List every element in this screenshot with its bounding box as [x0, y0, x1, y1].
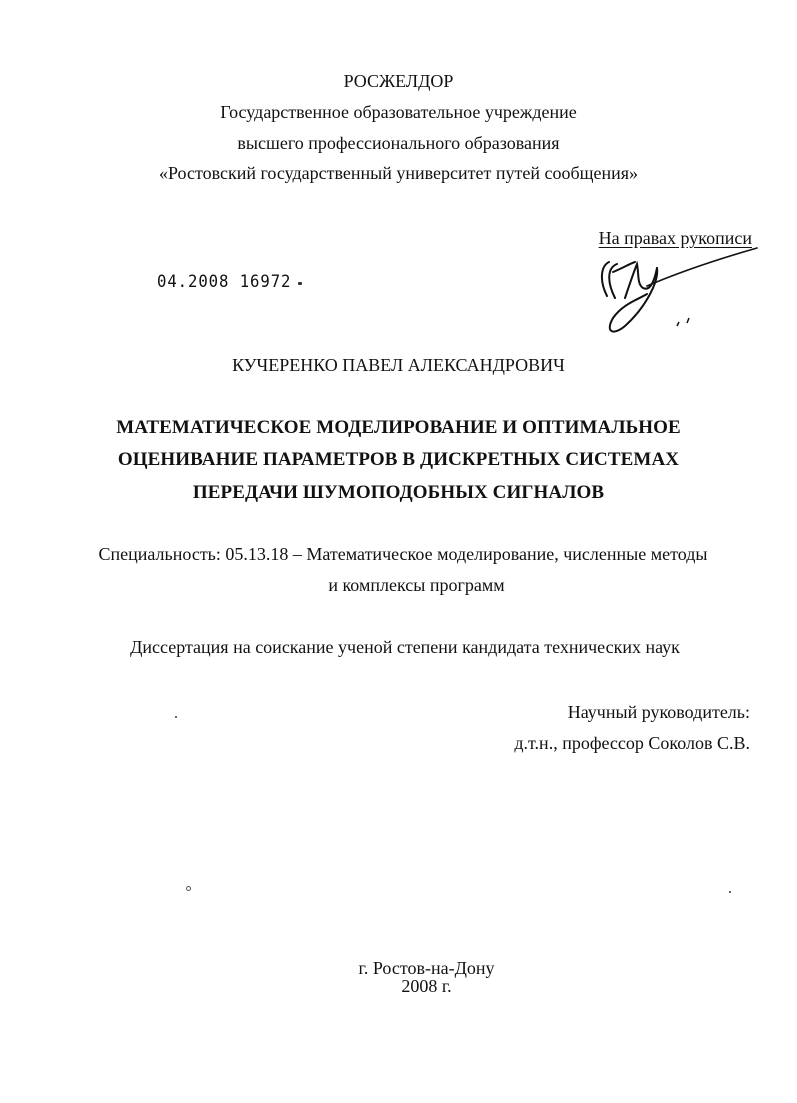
degree-statement: Диссертация на соискание ученой степени кандидата технических наук [130, 637, 680, 657]
org-name: РОСЖЕЛДОР [343, 71, 454, 91]
signature-image [585, 238, 760, 343]
title-line-1: МАТЕМАТИЧЕСКОЕ МОДЕЛИРОВАНИЕ И ОПТИМАЛЬНОЕ [116, 417, 681, 438]
advisor-name: д.т.н., профессор Соколов С.В. [514, 733, 750, 753]
stamp-number: 04.2008 16972 [157, 272, 292, 292]
manuscript-note: На правах рукописи [598, 228, 752, 248]
specialty-line-1: Специальность: 05.13.18 – Математическое моделирование, численные методы [98, 544, 708, 564]
author-name: КУЧЕРЕНКО ПАВЕЛ АЛЕКСАНДРОВИЧ [232, 355, 565, 375]
institution-line-3: «Ростовский государственный университет путей сообщения» [158, 163, 639, 183]
scan-speck [186, 886, 191, 891]
title-line-2: ОЦЕНИВАНИЕ ПАРАМЕТРОВ В ДИСКРЕТНЫХ СИСТЕМАХ [117, 449, 680, 470]
advisor-label: Научный руководитель: [567, 702, 750, 722]
scan-speck [729, 891, 731, 893]
footer-city: г. Ростов-на-Дону [358, 958, 495, 978]
title-line-3: ПЕРЕДАЧИ ШУМОПОДОБНЫХ СИГНАЛОВ [192, 482, 605, 503]
scan-speck [298, 282, 302, 285]
scan-speck [175, 716, 177, 718]
specialty-line-2: и комплексы программ [328, 575, 505, 595]
footer-year: 2008 г. [401, 976, 452, 996]
institution-line-2: высшего профессионального образования [237, 133, 560, 153]
institution-line-1: Государственное образовательное учреждение [220, 102, 577, 122]
